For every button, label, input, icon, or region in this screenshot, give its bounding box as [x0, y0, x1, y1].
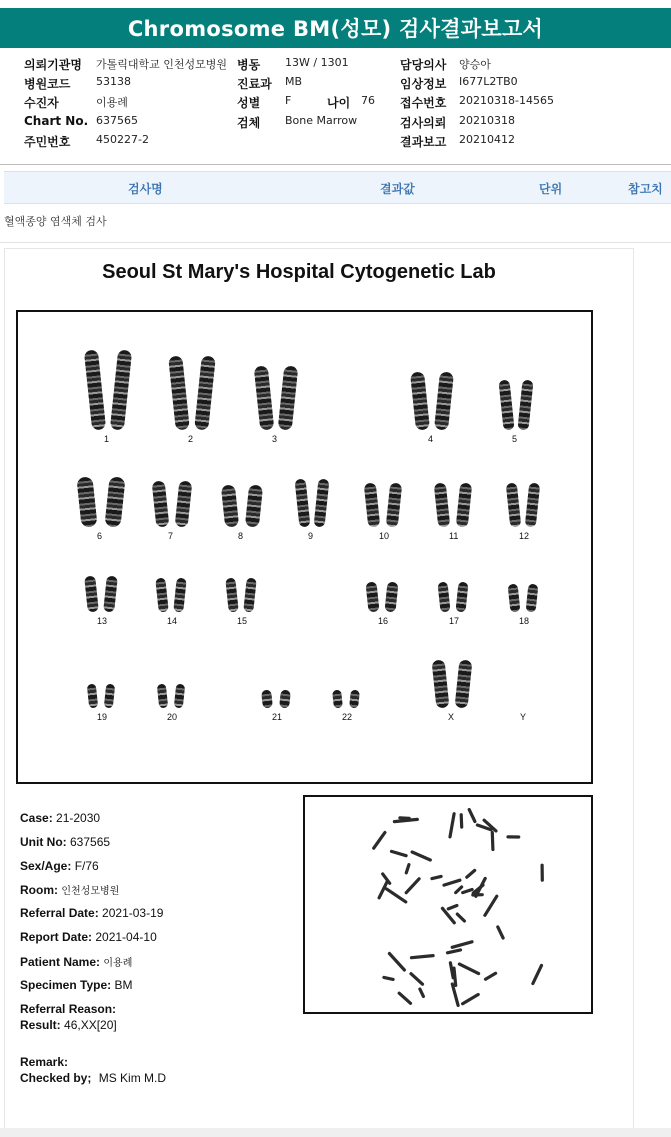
sexage-value: F/76: [74, 859, 99, 873]
chromosome-label-2: 2: [188, 434, 194, 444]
referral-reason-line: [20, 1002, 116, 1016]
chromosome-1-a: [84, 349, 106, 430]
result-label: Result:: [20, 1018, 61, 1032]
specimen-label: 검체: [237, 116, 261, 130]
checked-line: [20, 1071, 166, 1085]
referral-date-line: [20, 906, 163, 920]
col-test-header[interactable]: 검사명: [128, 182, 163, 196]
chart-value: 637565: [96, 114, 138, 127]
ward-value: 13W / 1301: [285, 56, 349, 69]
chromosome-5-a: [498, 380, 514, 431]
metaphase-chromosome: [469, 810, 475, 822]
unit-value: 637565: [70, 835, 111, 849]
receipt-label: 접수번호: [400, 96, 447, 110]
chromosome-22-a: [332, 690, 343, 709]
metaphase-chromosome: [492, 833, 493, 850]
chromosome-15-a: [225, 578, 238, 613]
chromosome-3-a: [254, 365, 275, 430]
chromosome-label-20: 20: [167, 712, 178, 722]
unit-line: [20, 835, 110, 849]
patient-value: 이용례: [96, 96, 128, 109]
chromosome-3-b: [278, 365, 299, 430]
metaphase-chromosome: [452, 984, 458, 1005]
hospital-code-value: 53138: [96, 75, 131, 88]
chromosome-4-a: [410, 371, 430, 430]
chromosome-4-b: [434, 371, 454, 430]
metaphase-chromosome: [399, 993, 410, 1003]
chromosome-label-4: 4: [428, 434, 434, 444]
chromosome-8-b: [245, 484, 263, 527]
chromosome-label-15: 15: [237, 616, 248, 626]
metaphase-chromosome: [420, 989, 424, 996]
chart-label: Chart No.: [24, 114, 89, 128]
metaphase-chromosome: [412, 956, 434, 958]
chromosome-10-b: [386, 482, 403, 527]
chromosome-label-5: 5: [512, 434, 518, 444]
doctor-label: 담당의사: [400, 58, 447, 72]
report-title-bar: [0, 8, 671, 48]
chromosome-label-1: 1: [104, 434, 110, 444]
col-unit-header[interactable]: 단위: [539, 182, 563, 196]
metaphase-chromosome: [392, 851, 407, 855]
specimen-type-label: Specimen Type:: [20, 978, 112, 992]
rrn-value: 450227-2: [96, 133, 149, 146]
chromosome-12-b: [525, 483, 541, 528]
report-date-line: [20, 930, 157, 944]
result-date-label: 결과보고: [400, 135, 447, 149]
remark-line: [20, 1055, 68, 1069]
result-line: [20, 1018, 117, 1032]
checked-value: MS Kim M.D: [98, 1071, 167, 1085]
age-label: 나이: [327, 96, 351, 110]
chromosome-X-b: [455, 659, 473, 708]
chromosome-label-12: 12: [519, 531, 530, 541]
chromosome-label-9: 9: [308, 531, 314, 541]
lab-title: Seoul St Mary's Hospital Cytogenetic Lab: [102, 261, 496, 283]
metaphase-chromosome: [411, 974, 423, 985]
chromosome-19-b: [104, 684, 115, 709]
chromosome-label-14: 14: [167, 616, 178, 626]
case-value: 21-2030: [56, 811, 101, 825]
metaphase-chromosome: [374, 833, 385, 849]
chromosome-2-b: [194, 355, 216, 430]
chromosome-X-a: [432, 659, 450, 708]
cytogenetic-report: [4, 248, 634, 1130]
patient-name-value: 이용례: [103, 958, 133, 969]
chromosome-12-a: [506, 483, 522, 528]
chromosome-2-a: [168, 355, 190, 430]
room-label: Room:: [20, 883, 58, 897]
clinical-info-value: I677L2TB0: [459, 75, 518, 88]
result-table-header: [4, 171, 671, 204]
col-result-header[interactable]: 결과값: [380, 182, 415, 196]
chromosome-label-22: 22: [342, 712, 353, 722]
sexage-label: Sex/Age:: [20, 859, 72, 873]
request-date-value: 20210318: [459, 114, 515, 127]
specimen-value: Bone Marrow: [285, 114, 358, 127]
chromosome-label-6: 6: [97, 531, 103, 541]
chromosome-7-a: [152, 480, 170, 527]
report-date-value: 2021-04-10: [95, 930, 157, 944]
case-line: [20, 811, 100, 825]
chromosome-22-b: [349, 690, 360, 709]
chromosome-label-X: X: [448, 712, 455, 722]
patient-name-label: Patient Name:: [20, 955, 101, 969]
sex-value: F: [285, 94, 292, 107]
hospital-code-label: 병원코드: [24, 77, 71, 91]
patient-info-panel: [0, 50, 671, 165]
metaphase-chromosome: [444, 880, 460, 885]
chromosome-label-19: 19: [97, 712, 108, 722]
specimen-type-line: [20, 978, 132, 992]
metaphase-chromosome: [448, 906, 457, 909]
chromosome-6-a: [76, 476, 97, 527]
chromosome-21-a: [261, 690, 273, 709]
request-date-label: 검사의뢰: [400, 116, 447, 130]
col-ref-header[interactable]: 참고치: [628, 182, 663, 196]
metaphase-chromosome: [467, 870, 475, 877]
checked-label: Checked by;: [20, 1071, 92, 1085]
doctor-value: 양승아: [459, 58, 491, 71]
chromosome-label-11: 11: [449, 531, 459, 541]
metaphase-chromosome: [389, 954, 404, 971]
clinical-info-label: 임상정보: [400, 77, 447, 91]
chromosome-9-a: [295, 479, 311, 528]
chromosome-20-b: [174, 684, 185, 709]
ward-label: 병동: [237, 58, 261, 72]
chromosome-17-a: [437, 582, 450, 613]
room-line: [20, 882, 119, 897]
metaphase-chromosome: [387, 889, 406, 902]
metaphase-chromosome: [485, 896, 497, 915]
metaphase-chromosome: [461, 815, 462, 827]
rrn-label: 주민번호: [24, 135, 71, 149]
metaphase-chromosome: [498, 927, 503, 938]
chromosome-label-13: 13: [97, 616, 108, 626]
metaphase-chromosome: [463, 890, 472, 893]
chromosome-18-a: [508, 584, 521, 613]
receipt-value: 20210318-14565: [459, 94, 554, 107]
metaphase-chromosome: [432, 876, 441, 878]
chromosome-5-b: [517, 380, 533, 431]
department-label: 진료과: [237, 77, 272, 91]
institution-value: 가톨릭대학교 인천성모병원: [96, 58, 228, 71]
chromosome-label-18: 18: [519, 616, 530, 626]
age-value: 76: [361, 94, 375, 107]
result-value: 46,XX[20]: [64, 1018, 117, 1032]
metaphase-chromosome: [406, 865, 409, 873]
metaphase-spread-image: [303, 795, 593, 1014]
remark-label: Remark:: [20, 1055, 69, 1069]
chromosome-label-8: 8: [238, 531, 244, 541]
metaphase-chromosome: [459, 964, 478, 974]
metaphase-chromosome: [452, 942, 472, 948]
chromosome-10-a: [364, 482, 381, 527]
chromosome-6-b: [104, 476, 125, 527]
chromosome-16-b: [384, 582, 398, 613]
chromosome-11-a: [434, 482, 451, 527]
chromosome-7-b: [175, 480, 193, 527]
metaphase-chromosome: [533, 965, 542, 983]
patient-label: 수진자: [24, 96, 59, 110]
case-label: Case:: [20, 811, 53, 825]
chromosome-label-Y: Y: [520, 712, 527, 722]
referral-date-value: 2021-03-19: [102, 906, 164, 920]
chromosome-17-b: [455, 582, 468, 613]
chromosome-15-b: [243, 578, 256, 613]
chromosome-label-10: 10: [379, 531, 390, 541]
chromosome-label-17: 17: [449, 616, 460, 626]
metaphase-chromosome: [450, 814, 454, 837]
karyotype-image: [16, 310, 593, 784]
metaphase-chromosome: [412, 852, 430, 860]
metaphase-chromosome: [486, 973, 496, 979]
metaphase-chromosome: [406, 879, 419, 893]
chromosome-14-a: [155, 578, 168, 613]
chromosome-13-b: [103, 576, 118, 613]
chromosome-16-a: [365, 582, 379, 613]
chromosome-label-7: 7: [168, 531, 174, 541]
chromosome-18-b: [526, 584, 539, 613]
chromosome-21-b: [279, 690, 291, 709]
report-title: Chromosome BM(성모) 검사결과보고서: [127, 17, 544, 41]
referral-reason-label: Referral Reason:: [20, 1002, 117, 1016]
page-footer: [0, 1128, 671, 1137]
test-name: 혈액종양 염색체 검사: [4, 215, 107, 228]
chromosome-13-a: [84, 576, 99, 613]
sexage-line: [20, 859, 99, 873]
department-value: MB: [285, 75, 303, 88]
chromosome-11-b: [456, 482, 473, 527]
report-date-label: Report Date:: [20, 930, 93, 944]
chromosome-19-a: [87, 684, 98, 709]
chromosome-14-b: [173, 578, 186, 613]
metaphase-chromosomes-graphic: [305, 797, 591, 1012]
metaphase-chromosome: [384, 977, 393, 979]
sex-label: 성별: [237, 96, 261, 110]
room-value: 인천성모병원: [61, 886, 120, 897]
institution-label: 의뢰기관명: [24, 58, 82, 72]
referral-date-label: Referral Date:: [20, 906, 99, 920]
chromosome-label-21: 21: [272, 712, 283, 722]
metaphase-chromosome: [448, 950, 461, 953]
metaphase-chromosome: [463, 995, 479, 1004]
patient-name-line: [20, 954, 132, 969]
chromosome-8-a: [221, 484, 239, 527]
divider: [0, 242, 671, 243]
specimen-type-value: BM: [114, 978, 133, 992]
metaphase-chromosome: [400, 818, 409, 819]
chromosome-label-3: 3: [272, 434, 278, 444]
metaphase-chromosome: [454, 968, 456, 985]
metaphase-chromosome: [457, 914, 464, 921]
chromosome-label-16: 16: [378, 616, 389, 626]
metaphase-chromosome: [456, 887, 462, 893]
chromosome-1-b: [110, 349, 132, 430]
unit-label: Unit No:: [20, 835, 67, 849]
result-date-value: 20210412: [459, 133, 515, 146]
chromosome-20-a: [157, 684, 168, 709]
chromosome-9-b: [314, 479, 330, 528]
